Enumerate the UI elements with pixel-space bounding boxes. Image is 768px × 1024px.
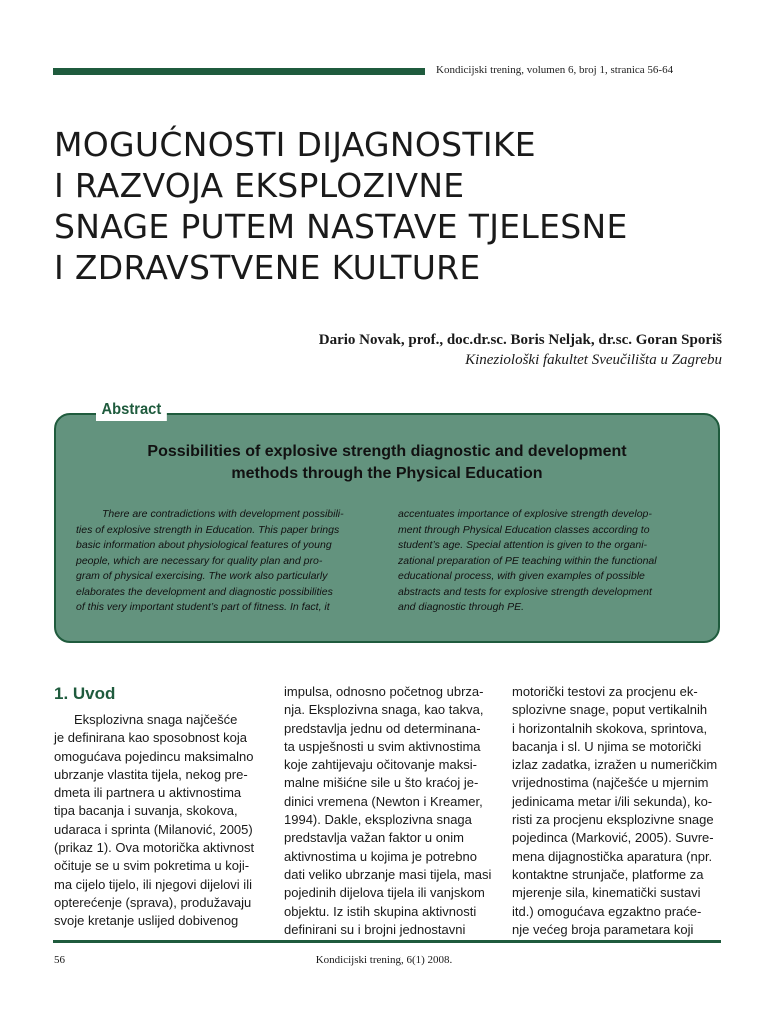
body-line: izlaz zadatka, izražen u numeričkim [512,757,718,773]
body-line: svoje kretanje uslijed dobivenog [54,913,239,929]
body-line: kontaktne strunjače, platforme za [512,866,704,882]
footer-journal: Kondicijski trening, 6(1) 2008. [315,954,453,966]
abstract-line: basic information about physiological features of young [76,539,332,551]
author-block [319,330,722,370]
body-line: impulsa, odnosno početnog ubrza- [284,684,484,699]
abstract-line: ties of explosive strength in Education. This paper brings [76,523,340,536]
body-line: risti za procjenu eksplozivne snage [512,812,714,828]
footer-rule [53,940,721,943]
body-line: malne mišićne sile u što kraćoj je- [284,775,479,791]
body-line: ma cijelo tijelo, ili njegovi dijelovi ili [54,876,252,892]
abstract-title-line: methods through the Physical Education [231,465,543,482]
body-line: splozivne snage, poput vertikalnih [512,702,708,718]
body-column-1 [54,711,266,931]
page-number: 56 [54,954,65,966]
body-line: nje većeg broja parametara koji [512,921,694,937]
body-line: 1994). Dakle, eksplozivna snaga [284,812,472,828]
article-title [54,124,628,288]
body-line: mena dijagnostička aparatura (npr. [512,848,713,864]
abstract-line: and diagnostic through PE. [398,601,525,613]
body-line: očituje se u svim pokretima u koji- [54,858,250,874]
body-line: objektu. Iz istih skupina aktivnosti [284,903,477,919]
body-line: udaraca i sprinta (Milanović, 2005) [54,821,253,837]
body-line: aktivnostima u kojima je potrebno [284,848,477,864]
title-line: I RAZVOJA EKSPLOZIVNE [54,166,465,205]
abstract-title-line: Possibilities of explosive strength diagnostic and development [147,443,627,460]
body-line: itd.) omogućava egzaktno praće- [512,903,702,919]
abstract-line: accentuates importance of explosive strength develop- [398,508,652,520]
title-line: MOGUĆNOSTI DIJAGNOSTIKE [54,125,536,164]
body-line: nja. Eksplozivna snaga, kao takva, [284,702,484,718]
body-line: i horizontalnih skokova, sprintova, [512,720,708,736]
journal-header: Kondicijski trening, volumen 6, broj 1, stranica 56-64 [436,64,674,76]
body-line: opterećenje (sprava), produžavaju [54,894,252,910]
body-line: dati veliko ubrzanje masi tijela, masi [284,866,492,882]
abstract-label: Abstract [96,399,167,421]
body-line: tipa bacanja i suvanja, skokova, [54,803,238,819]
body-line: predstavlja jednu od determinana- [284,720,481,736]
abstract-line: There are contradictions with development possibili- [102,508,344,520]
section-heading: 1. Uvod [54,684,116,703]
body-line: omogućava pojedincu maksimalno [54,748,254,764]
header-rule [53,68,425,75]
abstract-line: abstracts and tests for explosive strength development [398,585,652,598]
abstract-line: gram of physical exercising. The work also particularly [76,570,328,582]
body-line: pojedinih dijelova tijela ili vanjskom [284,885,485,901]
abstract-line: zational preparation of PE teaching within the functional [398,554,657,567]
body-line: motorički testovi za procjenu ek- [512,684,698,699]
author-names: Dario Novak, prof., doc.dr.sc. Boris Neljak, dr.sc. Goran Sporiš [318,332,722,348]
title-line: SNAGE PUTEM NASTAVE TJELESNE [54,207,628,246]
body-line: koje zahtijevaju očitovanje maksi- [284,757,477,773]
body-line: ubrzanje vlastita tijela, nekog pre- [54,766,248,782]
abstract-column-1 [76,507,380,616]
body-line: Eksplozivna snaga najčešće [74,712,238,727]
abstract-title [74,441,700,485]
abstract-column-2 [398,507,702,616]
body-line: je definirana kao sposobnost koja [54,730,247,746]
body-column-3 [512,683,724,939]
body-line: mjerenje sila, kinematički sustavi [512,885,701,901]
body-line: dmeta ili partnera u aktivnostima [54,785,242,801]
body-line: vrijednostima (najčešće u mjernim [512,775,709,791]
abstract-line: ment through Physical Education classes according to [398,523,650,536]
abstract-line: student’s age. Special attention is given to the organi- [398,539,648,551]
body-line: predstavlja važan faktor u onim [284,830,464,846]
abstract-line: of this very important student’s part of fitness. In fact, it [76,601,330,613]
abstract-line: educational process, with given examples of possible [398,570,645,582]
body-line: definirani su i brojni jednostavni [284,921,466,937]
abstract-line: people, which are necessary for quality plan and pro- [76,554,323,567]
body-line: bacanja i sl. U njima se motorički [512,738,702,754]
abstract-line: elaborates the development and diagnostic possibilities [76,585,333,598]
author-affiliation: Kineziološki fakultet Sveučilišta u Zagrebu [465,352,722,368]
body-line: (prikaz 1). Ova motorička aktivnost [54,840,255,856]
body-line: dinici vremena (Newton i Kreamer, [284,793,483,809]
body-line: ta uspješnosti u svim aktivnostima [284,738,481,754]
body-line: jedinicama metar i/ili sekunda), ko- [512,793,713,809]
title-line: I ZDRAVSTVENE KULTURE [54,248,481,287]
body-line: pojedinca (Marković, 2005). Suvre- [512,830,714,846]
body-column-2 [284,683,496,939]
